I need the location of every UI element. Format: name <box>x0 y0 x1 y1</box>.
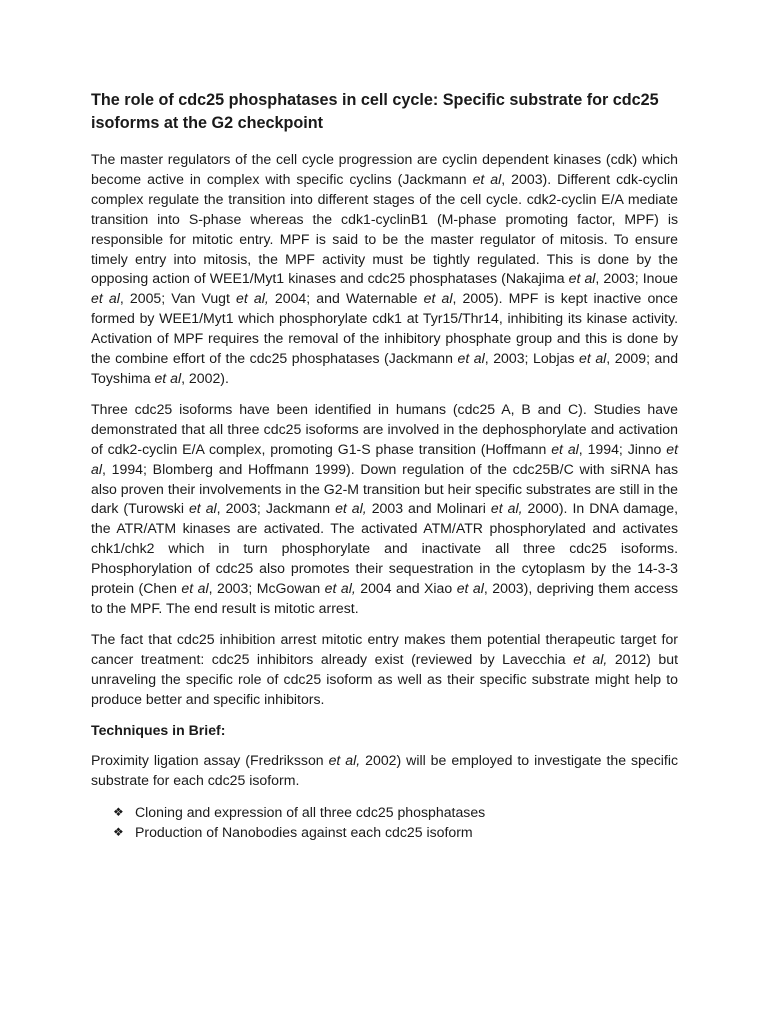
technique-list <box>91 802 678 842</box>
document-title: The role of cdc25 phosphatases in cell cycle: Specific substrate for cdc25 isoforms at the G2 checkpoint <box>91 91 659 132</box>
citation-italic: et al <box>579 350 607 367</box>
paragraph-isoforms <box>91 400 678 619</box>
text-run: , 2003; Inoue <box>595 270 678 287</box>
citation-italic: et al <box>472 170 502 187</box>
text-run: The fact that cdc25 inhibition arrest mitotic entry makes them potential therapeutic target for cancer treatment: cdc25 inhibitors already exist (reviewed by Lavecchia <box>91 630 678 667</box>
text-run: , 2003). Different cdk-cyclin complex regulate the transition into different stages of the cell cycle. cdk2-cyclin E/A mediate transition into S-phase whereas the cdk1-cyclinB1 (M-phase promoting factor, MPF) is responsible for mitotic entry. MPF is said to be the master regulator of mitosis. To ensure timely entry into mitosis, the MPF activity must be tightly regulated. This is done by the opposing action of WEE1/Myt1 kinases and cdc25 phosphatases (Nakajima <box>91 170 678 287</box>
paragraph-intro <box>91 150 678 389</box>
text-run: 2012) but unraveling the specific role of cdc25 isoform as well as their specific substrate might help to produce better and specific inhibitors. <box>91 650 678 707</box>
citation-italic: et al <box>188 500 217 517</box>
text-run: 2002) will be employed to investigate the specific substrate for each cdc25 isoform. <box>91 752 678 789</box>
paragraph-therapeutic <box>91 630 678 710</box>
list-item <box>113 802 678 822</box>
list-item <box>113 822 678 842</box>
citation-italic: et al <box>423 290 453 307</box>
document-page <box>91 89 678 842</box>
citation-italic: et al, <box>328 752 361 769</box>
citation-italic: et al <box>181 580 209 597</box>
text-run: , 2005). MPF is kept inactive once formed by WEE1/Myt1 which phosphorylate cdk1 at Tyr15/Thr14, inhibiting its kinase activity. Activation of MPF requires the removal of the inhibitory phosphate group and this is done by the combine effort of the cdc25 phosphatases (Jackmann <box>91 290 679 367</box>
text-run: , 2003; Lobjas <box>484 350 580 367</box>
text-run: , 2003; Jackmann <box>216 500 336 517</box>
text-run: , 2003; McGowan <box>208 580 325 597</box>
list-item-text: Cloning and expression of all three cdc25 phosphatases <box>135 804 486 821</box>
text-run: 2004 and Xiao <box>355 580 457 597</box>
text-run: 2000). In DNA damage, the ATR/ATM kinases are activated. The activated ATM/ATR phosphorylated and activates chk1/chk2 which in turn phosphorylate and inactivate all three cdc25 isoforms. Phosphorylation of cdc25 also promotes their sequestration in the cytoplasm by the 14-3-3 protein (Chen <box>91 500 679 597</box>
diamond-bullet-icon: ❖ <box>113 825 124 840</box>
text-run: , 2002). <box>181 369 229 386</box>
text-run: , 2009; and Toyshima <box>91 350 679 386</box>
citation-italic: et al <box>91 440 679 477</box>
citation-italic: et al, <box>490 500 523 517</box>
citation-italic: et al, <box>335 500 367 517</box>
text-run: , 2003), depriving them access to the MPF. The end result is mitotic arrest. <box>91 580 679 616</box>
techniques-heading: Techniques in Brief: <box>91 722 226 739</box>
text-run: 2004; and Waternable <box>268 290 424 307</box>
citation-italic: et al, <box>236 290 269 307</box>
list-item-text: Production of Nanobodies against each cdc25 isoform <box>135 824 473 841</box>
citation-italic: et al, <box>573 650 608 667</box>
text-run: , 2005; Van Vugt <box>119 290 237 307</box>
citation-italic: et al <box>154 369 182 386</box>
text-run: Three cdc25 isoforms have been identified in humans (cdc25 A, B and C). Studies have demonstrated that all three cdc25 isoforms are involved in the dephosphorylate and activation of cdk2-cyclin E/A complex, promoting G1-S phase transition (Hoffmann <box>91 400 678 457</box>
citation-italic: et al <box>457 350 485 367</box>
text-run: The master regulators of the cell cycle progression are cyclin dependent kinases (cdk) which become active in complex with specific cyclins (Jackmann <box>91 151 678 187</box>
text-run: 2003 and Molinari <box>366 500 491 517</box>
citation-italic: et al <box>91 290 120 307</box>
text-run: , 1994; Blomberg and Hoffmann 1999). Down regulation of the cdc25B/C with siRNA has also proven their involvements in the G2-M transition but heir specific substrates are still in the dark (Turowski <box>91 460 678 517</box>
text-run: , 1994; Jinno <box>578 440 667 457</box>
text-run: Proximity ligation assay (Fredriksson <box>91 752 329 769</box>
citation-italic: et al, <box>324 580 356 597</box>
citation-italic: et al <box>551 440 579 457</box>
citation-italic: et al <box>568 270 596 287</box>
paragraph-techniques <box>91 751 678 791</box>
citation-italic: et al <box>456 580 484 597</box>
diamond-bullet-icon: ❖ <box>113 805 124 820</box>
